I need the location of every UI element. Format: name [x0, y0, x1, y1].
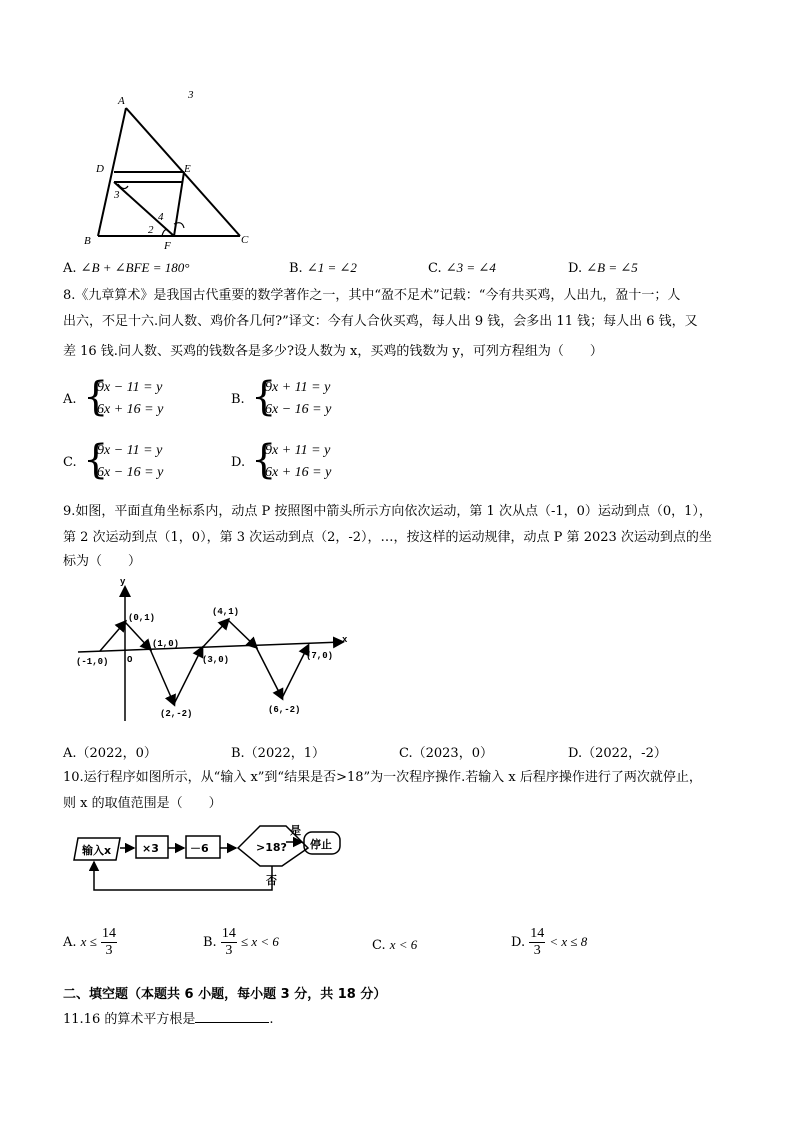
q7-triangle-figure: [78, 88, 258, 253]
q10-option-a[interactable]: [63, 926, 117, 959]
label-b: B: [84, 235, 91, 247]
flow-yes-label: 是: [290, 824, 301, 837]
q8-option-d-eq1: 9x + 11 = y: [265, 443, 331, 458]
left-brace-icon: {: [83, 374, 109, 420]
label-3: 3: [114, 189, 120, 201]
q10-flowchart: [70, 820, 350, 900]
q11-answer-blank[interactable]: [195, 1010, 269, 1023]
q10-option-d-post: < x ≤ 8: [549, 934, 588, 949]
q7-option-d-text: ∠B = ∠5: [586, 260, 638, 275]
q8-option-b-eq2: 6x − 16 = y: [265, 402, 332, 417]
label-d: D: [96, 163, 104, 175]
q7-option-d-letter: D.: [568, 261, 583, 276]
flow-times3-label: ×3: [142, 842, 159, 855]
q8-stem-line-3: 差 16 钱.问人数、买鸡的钱数各是多少?设人数为 x，买鸡的钱数为 y，可列方程组为（ ）: [63, 344, 603, 359]
q9-option-b[interactable]: B.（2022，1）: [231, 746, 326, 761]
q11-end: .: [269, 1012, 274, 1027]
q10-option-a-pre: x ≤: [80, 934, 97, 949]
q9-option-d[interactable]: D.（2022，-2）: [568, 746, 667, 761]
q8-stem-line-2: 出六，不足十六.问人数、鸡价各几何?”译文：今有人合伙买鸡，每人出 9 钱，会多出 11 钱；每人出 6 钱，又: [63, 314, 698, 329]
q7-option-c[interactable]: [428, 260, 496, 276]
path-seg-5: [202, 620, 228, 648]
q10-option-c-text: x < 6: [389, 937, 418, 952]
point-label-p3: (2,-2): [160, 709, 193, 719]
q10-option-c-letter: C.: [372, 938, 386, 953]
q8-option-b[interactable]: [231, 374, 391, 425]
q10-option-b-den: 3: [225, 943, 233, 958]
q10-option-b[interactable]: [203, 926, 279, 959]
flow-compare-label: >18?: [256, 841, 287, 854]
q10-option-c[interactable]: [372, 937, 417, 953]
q7-option-b[interactable]: [289, 260, 357, 276]
path-seg-8: [282, 646, 308, 698]
flow-input-label: 输入x: [82, 844, 112, 857]
flow-stop-label: 停止: [310, 838, 332, 851]
q9-stem-line-1: 9.如图，平面直角坐标系内，动点 P 按照图中箭头所示方向依次运动，第 1 次从点（-1，0）运动到点（0，1），: [63, 504, 712, 519]
q7-option-c-text: ∠3 = ∠4: [445, 260, 496, 275]
q9-coordinate-graph: [70, 576, 360, 728]
q10-option-b-letter: B.: [203, 935, 217, 950]
q10-option-d-num: 14: [530, 926, 545, 941]
label-2: 2: [148, 224, 154, 236]
q8-option-d-eq2: 6x + 16 = y: [265, 465, 332, 480]
q8-option-c-eq1: 9x − 11 = y: [97, 443, 163, 458]
q10-option-d-den: 3: [533, 943, 541, 958]
path-seg-4: [174, 648, 202, 704]
path-seg-1: [100, 622, 125, 651]
q8-option-c[interactable]: [63, 437, 223, 488]
path-seg-6: [228, 620, 256, 647]
origin-label: O: [127, 655, 133, 665]
flow-no-label: 否: [266, 874, 277, 887]
q11: [63, 1008, 274, 1027]
label-e: E: [184, 163, 191, 175]
label-c: C: [241, 234, 249, 246]
q7-option-c-letter: C.: [428, 261, 442, 276]
q10-option-a-den: 3: [105, 943, 113, 958]
label-stray-3: 3: [188, 89, 194, 101]
q10-option-b-num: 14: [221, 926, 236, 941]
q10-option-d[interactable]: [511, 926, 587, 959]
q9-stem-line-3: 标为（ ）: [63, 554, 142, 569]
q8-option-c-letter: C.: [63, 455, 77, 470]
q7-option-a-letter: A.: [63, 261, 77, 276]
left-brace-icon: {: [251, 374, 277, 420]
path-seg-3: [150, 649, 174, 704]
axis-y-label: y: [120, 577, 126, 587]
q9-option-a[interactable]: A.（2022，0）: [63, 746, 157, 761]
q7-option-a[interactable]: [63, 260, 189, 276]
q8-option-a-letter: A.: [63, 392, 77, 407]
q8-stem-line-1: 8.《九章算术》是我国古代重要的数学著作之一，其中“盈不足术”记载：“今有共买鸡，人出九，盈十一；人: [63, 288, 681, 303]
q8-option-c-eq2: 6x − 16 = y: [97, 465, 164, 480]
q9-stem-line-2: 第 2 次运动到点（1，0），第 3 次运动到点（2，-2），…，按这样的运动规律，动点 P 第 2023 次运动到点的坐: [63, 530, 712, 545]
label-f: F: [164, 240, 171, 252]
axis-x-label: x: [342, 635, 348, 645]
q7-option-b-letter: B.: [289, 261, 303, 276]
q7-option-b-text: ∠1 = ∠2: [306, 260, 357, 275]
q11-text: 11.16 的算术平方根是: [63, 1012, 196, 1027]
x-axis: [78, 642, 342, 652]
q7-option-a-text: ∠B + ∠BFE = 180°: [80, 260, 190, 275]
point-label-p5: (4,1): [212, 607, 240, 617]
q8-option-a[interactable]: [63, 374, 223, 425]
point-label-p6: (6,-2): [268, 705, 301, 715]
q8-option-b-letter: B.: [231, 392, 245, 407]
left-brace-icon: {: [83, 437, 109, 483]
label-a: A: [118, 95, 125, 107]
section2-title: 二、填空题（本题共 6 小题，每小题 3 分，共 18 分）: [63, 987, 387, 1002]
q10-stem-line-2: 则 x 的取值范围是（ ）: [63, 796, 222, 811]
point-label-p0: (-1,0): [76, 657, 109, 667]
q8-option-a-eq2: 6x + 16 = y: [97, 402, 164, 417]
q8-option-d[interactable]: [231, 437, 391, 488]
point-label-p1: (0,1): [128, 613, 156, 623]
point-label-p2: (1,0): [152, 639, 180, 649]
segment-df: [114, 182, 174, 236]
q10-option-a-letter: A.: [63, 935, 77, 950]
label-4: 4: [158, 211, 164, 223]
q8-option-a-eq1: 9x − 11 = y: [97, 380, 163, 395]
q10-option-a-num: 14: [101, 926, 116, 941]
q10-option-b-post: ≤ x < 6: [240, 934, 279, 949]
left-brace-icon: {: [251, 437, 277, 483]
q10-stem-line-1: 10.运行程序如图所示，从“输入 x”到“结果是否>18”为一次程序操作.若输入 x 后程序操作进行了两次就停止，: [63, 770, 702, 785]
q7-option-d[interactable]: [568, 260, 638, 276]
flow-minus6-label: －6: [190, 842, 209, 855]
point-label-p7: (7,0): [306, 651, 334, 661]
flow-loop-back: [94, 862, 272, 890]
q9-option-c[interactable]: C.（2023，0）: [399, 746, 493, 761]
path-seg-7: [256, 647, 282, 698]
q8-option-d-letter: D.: [231, 455, 246, 470]
point-label-p4: (3,0): [202, 655, 230, 665]
q8-option-b-eq1: 9x + 11 = y: [265, 380, 331, 395]
path-seg-2: [125, 622, 150, 649]
q10-option-d-letter: D.: [511, 935, 526, 950]
